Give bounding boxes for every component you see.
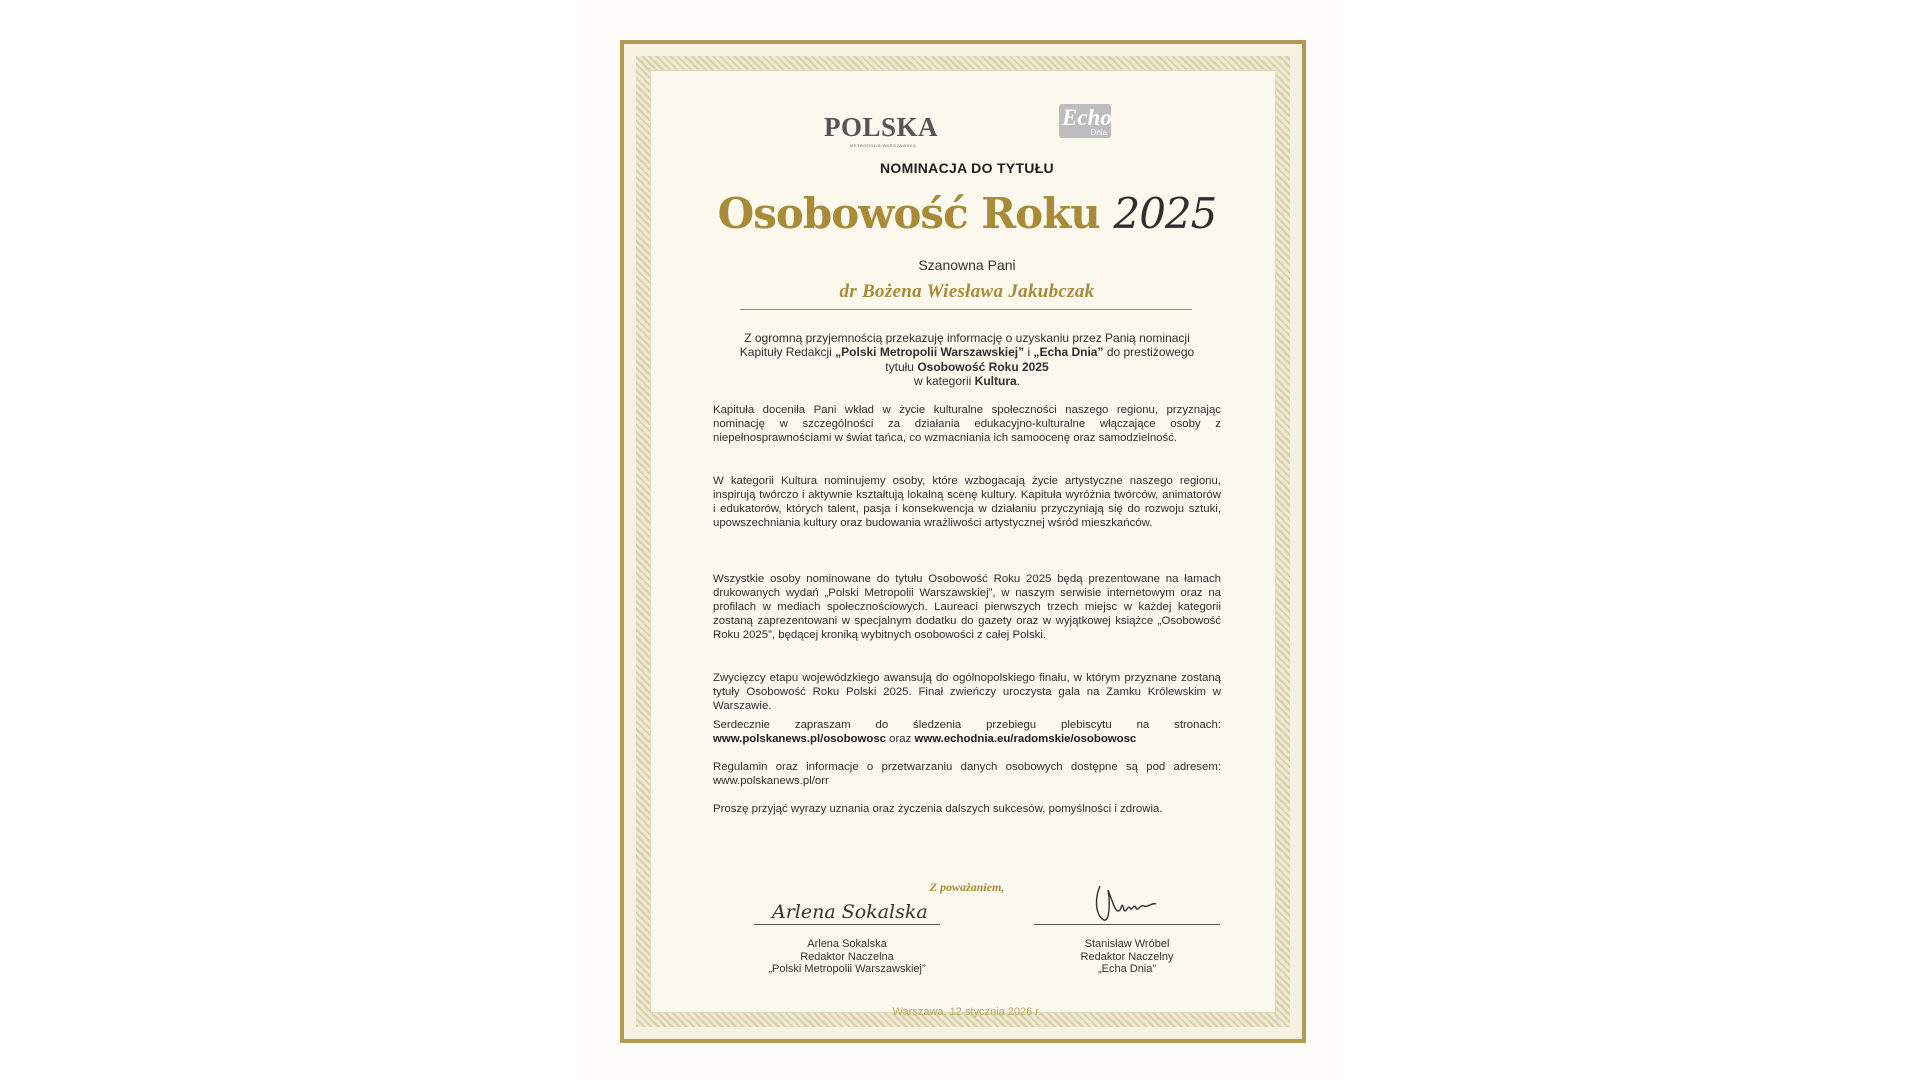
- paragraph-final-info: Zwycięzcy etapu wojewódzkiego awansują do ogólnopolskiego finału, w którym przyznane zostaną tytuły Osobowość Roku Polski 2025. Finał zwieńczy uroczysta gala na Zamku Królewskim w Warszawie.: [713, 672, 1221, 713]
- echo-logo-text: Echo: [1062, 105, 1112, 130]
- paragraph-nomination-reason: Kapituła doceniła Pani wkład w życie kulturalne społeczności naszego regionu, przyznając nominację w szczególności za działania edukacyjno-kulturalne włączające osoby z niepełnosprawnościami w świat tańca, co wzmacniania ich samoocenę oraz samodzielność.: [713, 404, 1221, 445]
- handwritten-signature-left: Arlena Sokalska: [772, 901, 928, 923]
- paragraph-wishes: Proszę przyjąć wyrazy uznania oraz życzenia dalszych sukcesów, pomyślności i zdrowia.: [713, 803, 1163, 815]
- closing-phrase: Z poważaniem,: [929, 880, 1005, 894]
- certificate-title: [624, 189, 1310, 238]
- paragraph-publication-info: Wszystkie osoby nominowane do tytułu Osobowość Roku 2025 będą prezentowane na łamach drukowanych wydań „Polski Metropolii Warszawskiej”, w naszym serwisie internetowym oraz na profilach w mediach społecznościowych. Laureaci pierwszych trzech miejsc w każdej kategorii zostaną zaprezentowani w specjalnym dodatku do gazety oraz w wyjątkowej książce „Osobowość Roku 2025”, będącej kroniką wybitnych osobowości z całej Polski.: [713, 573, 1221, 642]
- signature-left: [752, 890, 942, 976]
- echo-dnia-logo: [1059, 104, 1111, 138]
- polska-logo: POLSKA: [824, 112, 939, 142]
- name-underline: [740, 309, 1192, 310]
- salutation: Szanowna Pani: [918, 257, 1016, 273]
- signature-line-left: [754, 924, 940, 925]
- handwritten-signature-right: [1032, 880, 1222, 924]
- recipient-name: dr Bożena Wiesława Jakubczak: [839, 281, 1095, 302]
- certificate: [620, 40, 1306, 1043]
- signature-line-right: [1034, 924, 1220, 925]
- title-year: 2025: [1113, 189, 1217, 238]
- echo-logo-subtitle: Dnia: [1090, 128, 1107, 137]
- polska-logo-subtitle: METROPOLIA WARSZAWSKA: [850, 143, 917, 148]
- title-main: Osobowość Roku: [717, 189, 1100, 238]
- certificate-content: [624, 44, 1310, 1047]
- signer-role-left: Redaktor Naczelna: [800, 950, 894, 963]
- paragraph-category-description: W kategorii Kultura nominujemy osoby, które wzbogacają życie artystyczne naszego regionu, inspirują twórczo i aktywnie kształtują lokalną scenę kultury. Kapituła wyróżnia twórców, animatorów i edukatorów, których talent, pasja i konsekwencja w działaniu przyczyniają się do rozwoju sztuki, upowszechniania kultury oraz budowania wrażliwości artystycznej wśród mieszkańców.: [713, 475, 1221, 530]
- paragraph-regulations: Regulamin oraz informacje o przetwarzaniu danych osobowych dostępne są pod adresem: www.polskanews.pl/orr: [713, 761, 1221, 788]
- nomination-heading: NOMINACJA DO TYTUŁU: [880, 160, 1054, 176]
- paragraph-links: Serdecznie zapraszam do śledzenia przebiegu plebiscytu na stronach: www.polskanews.pl/osobowosc oraz www.echodnia.eu/radomskie/osobowosc: [713, 719, 1221, 746]
- link-echodnia[interactable]: www.echodnia.eu/radomskie/osobowosc: [914, 733, 1137, 746]
- signature-right: [1032, 880, 1222, 976]
- signer-name-left: Arlena Sokalska: [807, 938, 887, 950]
- logos-row: [624, 104, 1310, 148]
- signer-org-left: „Polski Metropolii Warszawskiej”: [768, 963, 926, 975]
- issue-date: Warszawa, 12 stycznia 2026 r.: [892, 1006, 1042, 1018]
- signer-org-right: „Echa Dnia”: [1097, 963, 1157, 975]
- signer-name-right: Stanisław Wróbel: [1084, 938, 1170, 950]
- link-polskanews[interactable]: www.polskanews.pl/osobowosc: [713, 733, 887, 746]
- signer-role-right: Redaktor Naczelny: [1080, 950, 1174, 963]
- intro-paragraph: Z ogromną przyjemnością przekazuję informację o uzyskaniu przez Panią nominacji Kapituły Redakcji „Polski Metropolii Warszawskiej” i „Echa Dnia” do prestiżowego tytułu Osobowość Roku 2025 w kategorii Kultura.: [739, 331, 1195, 389]
